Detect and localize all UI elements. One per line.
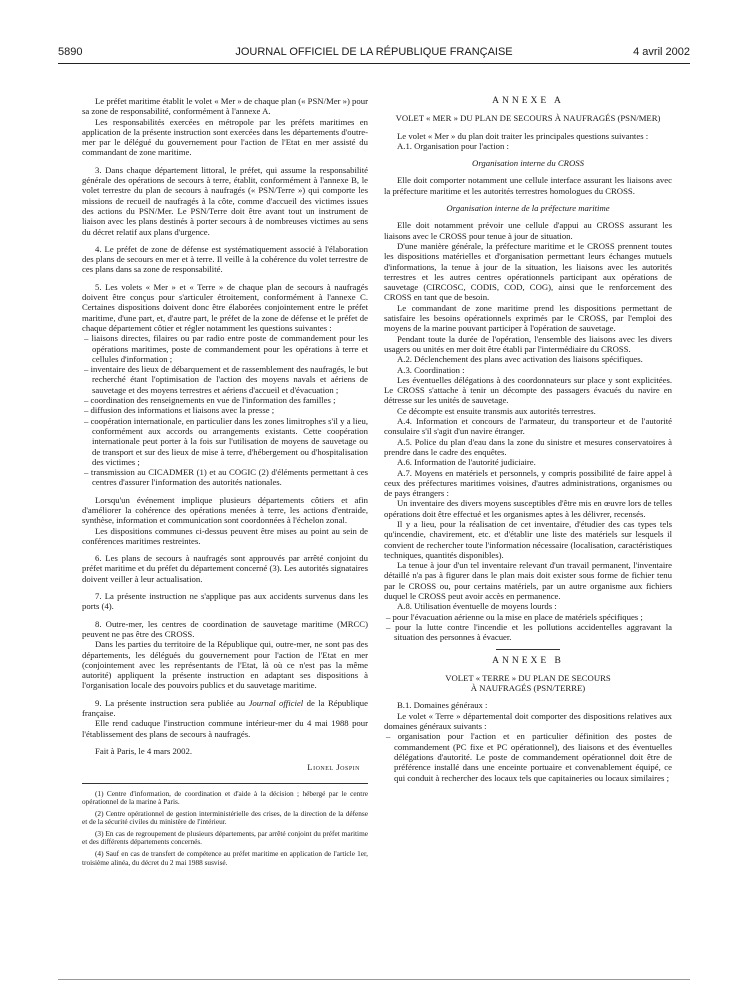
- paragraph: 4. Le préfet de zone de défense est systématiquement associé à l'élaboration des plans de secours en mer et à terre. Il veille à la cohérence du volet terrestre de ces plans dans sa zone de responsabilité.: [82, 243, 368, 275]
- footnote: (3) En cas de regroupement de plusieurs départements, par arrêté conjoint du préfet maritime et des différents départements concernés.: [82, 828, 368, 847]
- journal-title: JOURNAL OFFICIEL DE LA RÉPUBLIQUE FRANÇAISE: [235, 46, 513, 58]
- section-heading: A.7. Moyens en matériels et personnels, y compris possibilité de faire appel à ceux des préfectures maritimes voisines, d'autres administrations, organismes ou de pays étrangers :: [384, 467, 672, 499]
- subheading: Organisation interne du CROSS: [472, 158, 584, 169]
- section-heading: A.2. Déclenchement des plans avec activation des liaisons spécifiques.: [397, 354, 643, 365]
- paragraph: La tenue à jour d'un tel inventaire relevant d'un travail permanent, l'inventaire détaillé n'a pas à figurer dans le plan mais doit exister sous forme de fichier tenu par le CROSS ou, pour certains matériels, par un autre organisme aux fichiers duquel le CROSS peut avoir accès en permanence.: [384, 560, 672, 602]
- list-item: – inventaire des lieux de débarquement et de rassemblement des naufragés, le but recherché étant l'optimisation de l'action des moyens navals et aériens de sauvetage et des moyens terrestres et aériens d'accueil et d'évacuation ;: [84, 364, 368, 395]
- paragraph: Les responsabilités exercées en métropole par les préfets maritimes en application de la présente instruction sont exercées dans les départements d'outre-mer par le délégué du gouvernement pour l'action de l'Etat en mer assisté du commandant de zone maritime.: [82, 116, 368, 158]
- list-item: – diffusion des informations et liaisons avec la presse ;: [84, 405, 275, 416]
- section-heading: A.3. Coordination :: [397, 364, 465, 375]
- paragraph: Elle doit comporter notamment une cellule interface assurant les liaisons avec la préfecture maritime et les autorités terrestres homologues du CROSS.: [384, 175, 672, 196]
- list-item: – liaisons directes, filaires ou par radio entre poste de commandement pour les opérations maritimes, poste de commandement pour les opérations à terre et cellules d'information ;: [84, 333, 368, 364]
- footnote: (2) Centre opérationnel de gestion interministérielle des crises, de la direction de la défense et de la sécurité civiles du ministère de l'intérieur.: [82, 808, 368, 827]
- footnotes: [82, 790, 368, 868]
- footnote-rule: [82, 783, 368, 784]
- paragraph: Le volet « Mer » du plan doit traiter les principales questions suivantes :: [397, 130, 649, 141]
- paragraph: Il y a lieu, pour la réalisation de cet inventaire, d'étudier des cas types tels qu'incendie, chavirement, etc. et d'établir une liste des matériels sur lesquels il convient de rechercher toute l'information nécessaire (localisation, caractéristiques techniques, quantités disponibles).: [384, 518, 672, 560]
- paragraph: 7. La présente instruction ne s'applique pas aux accidents survenus dans les ports (4).: [82, 591, 368, 612]
- paragraph: Le volet « Terre » départemental doit comporter des dispositions relatives aux domaines généraux suivants :: [384, 710, 672, 732]
- paragraph: Pendant toute la durée de l'opération, l'ensemble des liaisons avec les divers usagers ou unités en mer doit être établi par l'intermédiaire du CROSS.: [384, 333, 672, 354]
- annex-a-title: VOLET « MER » DU PLAN DE SECOURS À NAUFRAGÉS (PSN/MER): [395, 113, 661, 124]
- right-column: [384, 96, 672, 783]
- section-heading: A.4. Information et concours de l'armateur, du transporteur et de l'autorité consulaire s'il s'agit d'un navire étranger.: [384, 416, 672, 437]
- paragraph: Les dispositions communes ci-dessus peuvent être mises au point au sein de conférences maritimes restreintes.: [82, 525, 368, 546]
- paragraph: D'une manière générale, la préfecture maritime et le CROSS prennent toutes les dispositions matérielles et d'organisation permettant leurs échanges mutuels d'informations, la tenue à jour de la situation, les liaisons avec les autorités terrestres et les autres centres opérationnels participant aux opérations de sauvetage (CIRCOSC, CODIS, COD, COG), ainsi que le renforcement des CROSS en tant que de besoin.: [384, 240, 672, 303]
- list-item: – pour l'évacuation aérienne ou la mise en place de matériels spécifiques ;: [386, 611, 643, 622]
- paragraph: Elle doit notamment prévoir une cellule d'appui au CROSS assurant les liaisons avec le CROSS pour tenue à jour de situation.: [384, 220, 672, 241]
- section-heading: B.1. Domaines généraux :: [397, 700, 488, 711]
- paragraph: Le commandant de zone maritime prend les dispositions permettant de satisfaire les besoins opérationnels exprimés par le CROSS, par l'emploi des moyens de la marine pouvant participer à l'opération de sauvetage.: [384, 302, 672, 334]
- annex-b-title: À NAUFRAGÉS (PSN/TERRE): [470, 683, 586, 694]
- text-run: de la République française.: [82, 697, 368, 719]
- paragraph: [82, 698, 368, 719]
- list-item: – coopération internationale, en particulier dans les zones limitrophes s'il y a lieu, conformément aux accords ou arrangements existants. Cette coopération internationale peut porter à la fois sur l'utilisation de moyens de sauvetage ou de transport et sur des lieux de mise à terre, d'hébergement ou d'hospitalisation des victimes ;: [84, 415, 368, 467]
- left-column: [82, 96, 368, 867]
- paragraph: 6. Les plans de secours à naufragés sont approuvés par arrêté conjoint du préfet maritime et du préfet du département concerné (3). Les autorités signataires doivent veiller à leur actualisation.: [82, 553, 368, 584]
- page-bottom-rule: [58, 979, 690, 980]
- list-item: – pour la lutte contre l'incendie et les pollutions accidentelles aggravant la situation des personnes à évacuer.: [386, 621, 672, 643]
- paragraph: Le préfet maritime établit le volet « Mer » de chaque plan (« PSN/Mer ») pour sa zone de responsabilité, conformément à l'annexe A.: [82, 96, 368, 117]
- paragraph: Dans les parties du territoire de la République qui, outre-mer, ne sont pas des départements, les délégués du gouvernement pour l'action de l'Etat en mer (conjointement avec les représentants de l'Etat, là où ce n'est pas la même autorité) appliquent la présente instruction en adaptant ses dispositions à l'organisation locale des pouvoirs publics et du sauvetage maritime.: [82, 639, 368, 691]
- page-number: 5890: [58, 46, 83, 58]
- paragraph: Lorsqu'un événement implique plusieurs départements côtiers et afin d'améliorer la cohérence des opérations menées à terre, les actions d'entraide, synthèse, information et communication sont coordonnées à l'échelon zonal.: [82, 494, 368, 526]
- annex-b-title: VOLET « TERRE » DU PLAN DE SECOURS: [445, 672, 611, 683]
- list-item: – transmission au CICADMER (1) et au COGIC (2) d'éléments permettant à ces centres d'assurer l'information des autorités nationales.: [84, 467, 368, 488]
- list-item: – organisation pour l'action et en particulier définition des postes de commandement (PC fixe et PC opérationnel), des liaisons et des éventuelles délégations d'autorité. Le poste de commandement opérationnel doit être de préférence installé dans une enceinte portuaire et convenablement équipé, ce qui conduit à rechercher des locaux tels que capitaineries ou locaux similaires ;: [386, 731, 672, 783]
- paragraph: Elle rend caduque l'instruction commune intérieur-mer du 4 mai 1988 pour l'établissement des plans de secours à naufragés.: [82, 718, 368, 739]
- paragraph: Les éventuelles délégations à des coordonnateurs sur place y sont explicitées. Le CROSS s'attache à tenir un décompte des passagers évacués du navire en détresse sur les unités de sauvetage.: [384, 374, 672, 406]
- header-rule: [58, 63, 690, 64]
- journal-name: Journal officiel: [248, 697, 304, 708]
- list-item: – coordination des renseignements en vue de l'information des familles ;: [84, 395, 336, 406]
- general-domains-list: [384, 731, 672, 782]
- section-heading: A.6. Information de l'autorité judiciaire.: [397, 457, 536, 468]
- section-divider: [496, 649, 560, 650]
- place-date: Fait à Paris, le 4 mars 2002.: [95, 745, 192, 756]
- paragraph: Un inventaire des divers moyens susceptibles d'être mis en œuvre lors de telles opérations doit être effectué et les organismes aptes à les délivrer, recensés.: [384, 498, 672, 519]
- coordination-list: [82, 333, 368, 487]
- paragraph: 5. Les volets « Mer » et « Terre » de chaque plan de secours à naufragés doivent être conçus pour s'articuler étroitement, conformément à l'annexe C. Certaines dispositions doivent donc être élaborées conjointement entre le préfet maritime, d'une part, et, d'autre part, le préfet de la zone de défense et le préfet de chaque département côtier et régler notamment les questions suivantes :: [82, 281, 368, 333]
- issue-date: 4 avril 2002: [633, 46, 690, 58]
- section-heading: A.8. Utilisation éventuelle de moyens lourds :: [397, 601, 557, 612]
- paragraph: Ce décompte est ensuite transmis aux autorités terrestres.: [397, 405, 596, 416]
- heavy-means-list: [384, 612, 672, 643]
- signature: Lionel Jospin: [307, 762, 360, 773]
- section-heading: A.1. Organisation pour l'action :: [397, 140, 509, 151]
- paragraph: 3. Dans chaque département littoral, le préfet, qui assume la responsabilité générale des opérations de secours à terre, établit, conformément à l'annexe B, le volet terrestre du plan de secours à naufragés (« PSN/Terre ») qui comporte les missions de recueil de naufragés à la côte, comme d'accueil des victimes issues des actions du PSN/Mer. Le PSN/Terre doit être avant tout un instrument de liaison avec les plans destinés à porter secours à de nombreuses victimes au sens du décret relatif aux plans d'urgence.: [82, 164, 368, 237]
- paragraph: 8. Outre-mer, les centres de coordination de sauvetage maritime (MRCC) peuvent ne pas être des CROSS.: [82, 618, 368, 639]
- footnote: (1) Centre d'information, de coordination et d'aide à la décision ; hébergé par le centre opérationnel de la marine à Paris.: [82, 788, 368, 807]
- text-run: 9. La présente instruction sera publiée au: [95, 697, 249, 708]
- annex-b-heading: ANNEXE B: [492, 655, 564, 666]
- section-heading: A.5. Police du plan d'eau dans la zone du sinistre et mesures conservatoires à prendre dans le cadre des enquêtes.: [384, 436, 672, 457]
- subheading: Organisation interne de la préfecture maritime: [446, 203, 610, 214]
- annex-a-heading: ANNEXE A: [492, 96, 564, 106]
- footnote: (4) Sauf en cas de transfert de compétence au préfet maritime en application de l'article 1er, troisième alinéa, du décret du 2 mai 1988 susvisé.: [82, 849, 368, 867]
